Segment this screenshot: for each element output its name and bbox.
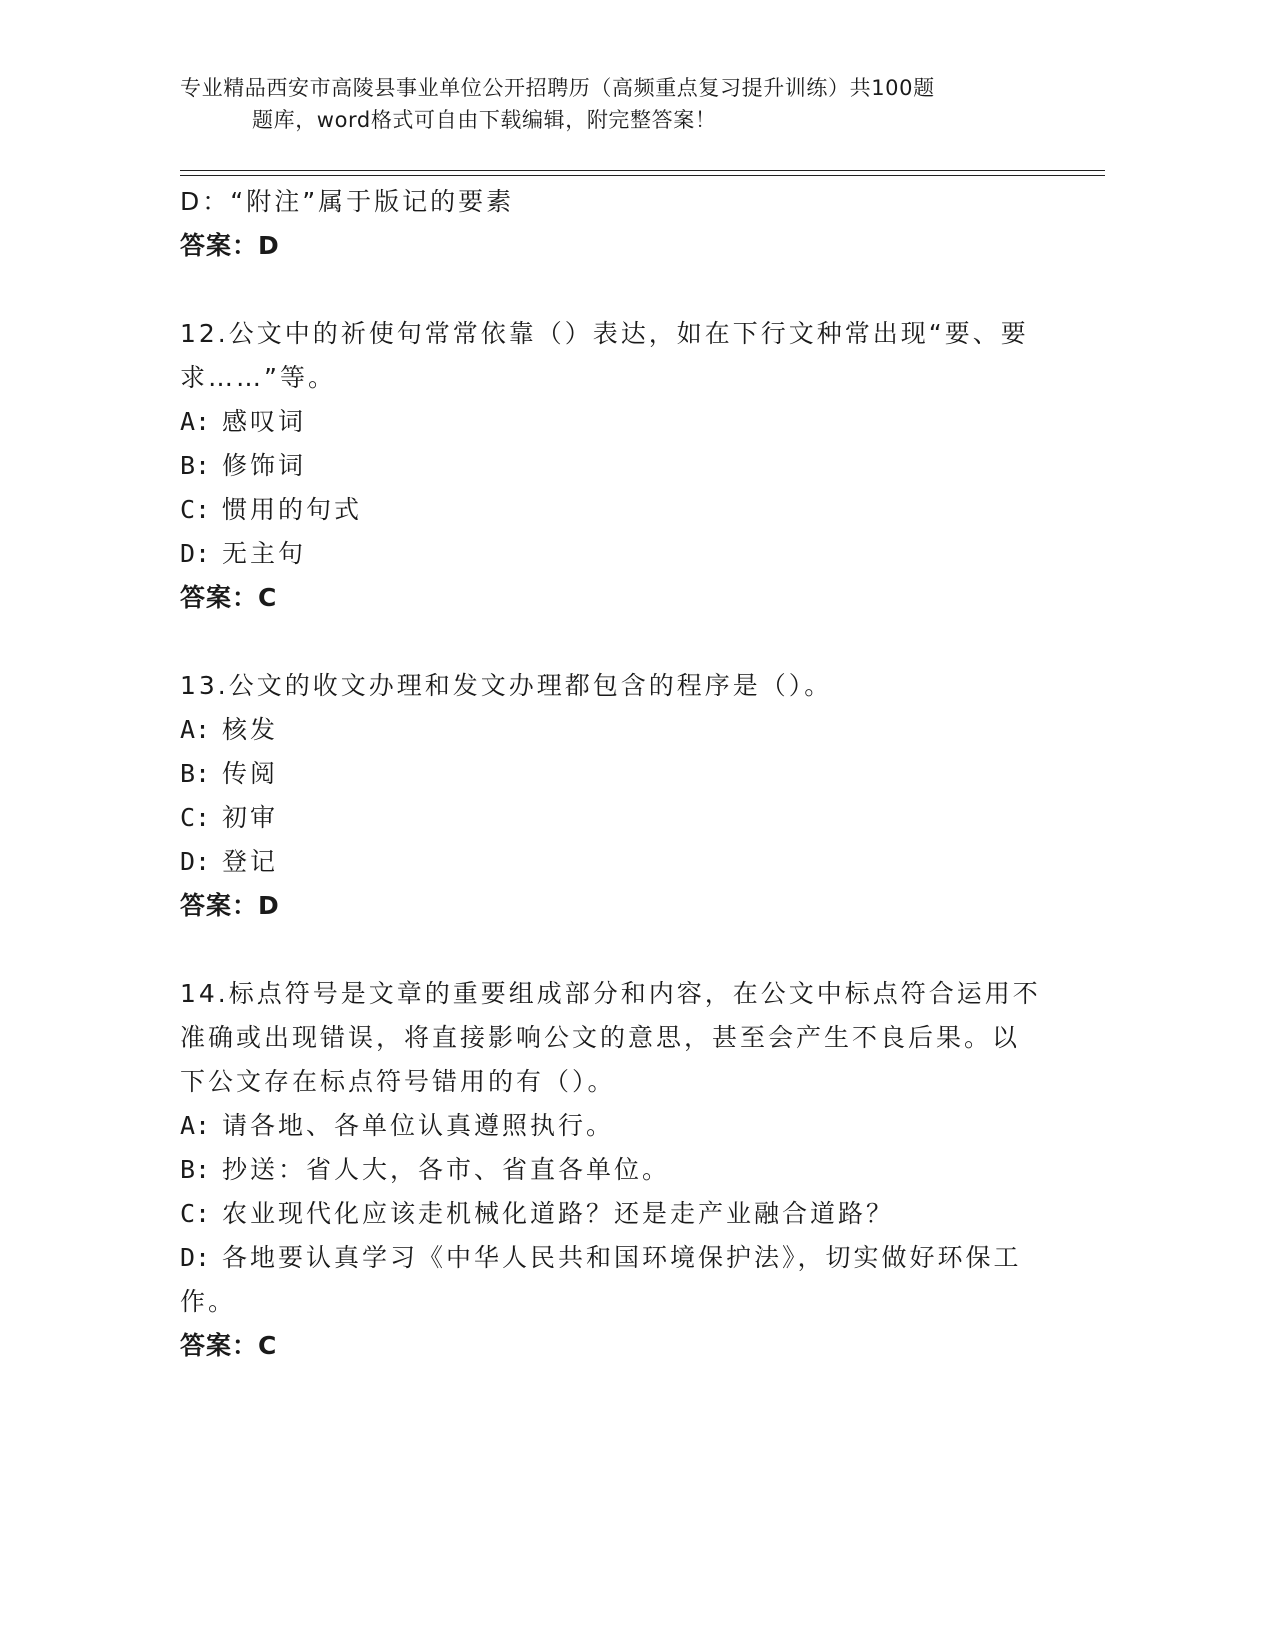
option-letter: A: — [180, 715, 211, 744]
question-14 — [180, 972, 1050, 1368]
spacer — [180, 928, 1050, 972]
question-13 — [180, 664, 1050, 928]
option-c — [180, 488, 1050, 532]
option-letter: C: — [180, 495, 211, 524]
option-text: 请各地、各单位认真遵照执行。 — [222, 1111, 615, 1140]
question-text-line: 13.公文的收文办理和发文办理都包含的程序是（）。 — [180, 671, 833, 700]
answer-line: 答案：C — [180, 583, 278, 612]
option-a — [180, 400, 1050, 444]
option-text: 抄送：省人大，各市、省直各单位。 — [222, 1155, 671, 1184]
header-divider-top — [180, 170, 1105, 171]
option-d — [180, 532, 1050, 576]
option-d-continuation: 作。 — [180, 1287, 237, 1316]
answer-line: 答案：D — [180, 231, 280, 260]
option-letter: D: — [180, 539, 211, 568]
option-b — [180, 752, 1050, 796]
option-b — [180, 1148, 1050, 1192]
question-text-line: 12.公文中的祈使句常常依靠（）表达，如在下行文种常出现“要、要 — [180, 319, 1029, 348]
option-letter: B: — [180, 451, 211, 480]
option-d: D：“附注”属于版记的要素 — [180, 187, 515, 216]
option-text: 初审 — [222, 803, 279, 832]
option-letter: D: — [180, 847, 211, 876]
question-text-line: 14.标点符号是文章的重要组成部分和内容，在公文中标点符合运用不 — [180, 979, 1041, 1008]
question-text-line: 求……”等。 — [180, 363, 336, 392]
question-12 — [180, 312, 1050, 620]
option-text: 各地要认真学习《中华人民共和国环境保护法》，切实做好环保工 — [222, 1243, 1022, 1272]
header-title-line2: 题库，word格式可自由下载编辑，附完整答案！ — [252, 108, 717, 132]
spacer — [180, 268, 1050, 312]
option-text: 无主句 — [222, 539, 307, 568]
option-c — [180, 1192, 1050, 1236]
header-divider-bottom — [180, 175, 1105, 176]
option-letter: C: — [180, 1199, 211, 1228]
option-c — [180, 796, 1050, 840]
header-title-line1: 专业精品西安市高陵县事业单位公开招聘历（高频重点复习提升训练）共100题 — [180, 76, 935, 100]
spacer — [180, 620, 1050, 664]
option-text: 传阅 — [222, 759, 279, 788]
option-text: 登记 — [222, 847, 279, 876]
option-b — [180, 444, 1050, 488]
answer-line: 答案：D — [180, 891, 280, 920]
option-letter: B: — [180, 1155, 211, 1184]
option-text: 修饰词 — [222, 451, 307, 480]
answer-line: 答案：C — [180, 1331, 278, 1360]
option-a — [180, 708, 1050, 752]
option-text: 农业现代化应该走机械化道路？还是走产业融合道路？ — [222, 1199, 895, 1228]
question-text-line: 准确或出现错误，将直接影响公文的意思，甚至会产生不良后果。以 — [180, 1023, 1021, 1052]
option-letter: B: — [180, 759, 211, 788]
document-header — [180, 72, 1080, 136]
document-body — [180, 180, 1050, 1368]
option-letter: A: — [180, 1111, 211, 1140]
option-text: 感叹词 — [222, 407, 307, 436]
option-text: 核发 — [222, 715, 279, 744]
question-11-tail — [180, 180, 1050, 268]
option-text: 惯用的句式 — [222, 495, 363, 524]
question-text-line: 下公文存在标点符号错用的有（）。 — [180, 1067, 616, 1096]
option-d — [180, 1236, 1050, 1280]
option-letter: D: — [180, 1243, 211, 1272]
option-d — [180, 840, 1050, 884]
option-letter: A: — [180, 407, 211, 436]
option-letter: C: — [180, 803, 211, 832]
option-a — [180, 1104, 1050, 1148]
